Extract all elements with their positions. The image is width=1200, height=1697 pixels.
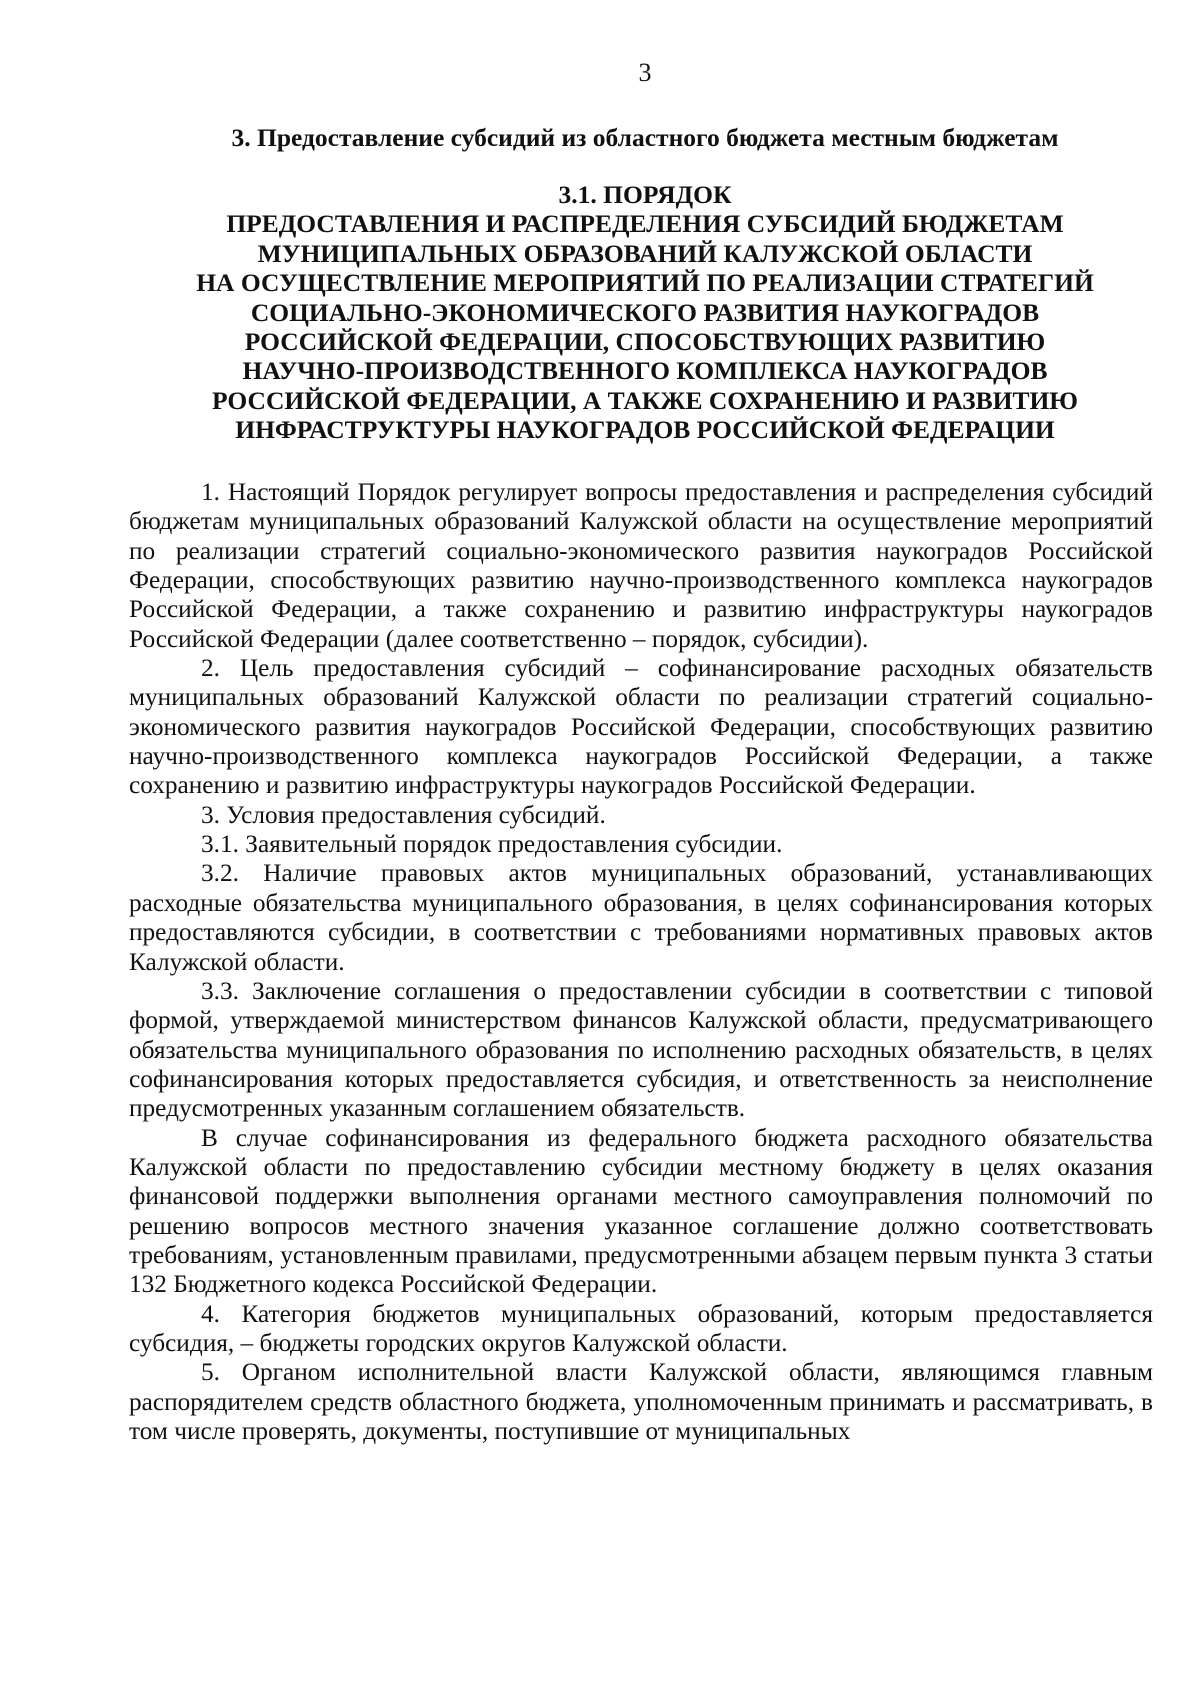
subsection-title-line: СОЦИАЛЬНО-ЭКОНОМИЧЕСКОГО РАЗВИТИЯ НАУКОГРАДОВ bbox=[250, 297, 1040, 327]
paragraph-2: 2. Цель предоставления субсидий – софинансирование расходных обязательств муниципальных образований Калужской области по реализации стратегий социально-экономического развития наукоградов Российской Федерации, способствующих развитию научно-производственного комплекса наукоградов Российской Федерации, а также сохранению и развитию инфраструктуры наукоградов Российской Федерации. bbox=[129, 654, 1153, 800]
paragraph-5: 5. Органом исполнительной власти Калужской области, являющимся главным распорядителем средств областного бюджета, уполномоченным принимать и рассматривать, в том числе проверять, документы, поступившие от муниципальных bbox=[129, 1358, 1153, 1445]
subsection-title-line: РОССИЙСКОЙ ФЕДЕРАЦИИ, А ТАКЖЕ СОХРАНЕНИЮ И РАЗВИТИЮ bbox=[211, 385, 1079, 415]
paragraph-3: 3. Условия предоставления субсидий. bbox=[201, 800, 606, 829]
paragraph-1: 1. Настоящий Порядок регулирует вопросы предоставления и распределения субсидий бюджетам муниципальных образований Калужской области на осуществление мероприятий по реализации стратегий социально-экономического развития наукоградов Российской Федерации, способствующих развитию научно-производственного комплекса наукоградов Российской Федерации, а также сохранению и развитию инфраструктуры наукоградов Российской Федерации (далее соответственно – порядок, субсидии). bbox=[129, 478, 1153, 653]
page-number: 3 bbox=[638, 58, 652, 87]
paragraph-3-2: 3.2. Наличие правовых актов муниципальных образований, устанавливающих расходные обязательства муниципального образования, в целях софинансирования которых предоставляются субсидии, в соответствии с требованиями нормативных правовых актов Калужской области. bbox=[129, 859, 1153, 976]
subsection-title-line: ПРЕДОСТАВЛЕНИЯ И РАСПРЕДЕЛЕНИЯ СУБСИДИЙ БЮДЖЕТАМ bbox=[226, 209, 1064, 239]
subsection-title-line: МУНИЦИПАЛЬНЫХ ОБРАЗОВАНИЙ КАЛУЖСКОЙ ОБЛАСТИ bbox=[257, 238, 1033, 268]
paragraph-cofinancing: В случае софинансирования из федерального бюджета расходного обязательства Калужской области по предоставлению субсидии местному бюджету в целях оказания финансовой поддержки выполнения органами местного самоуправления полномочий по решению вопросов местного значения указанное соглашение должно соответствовать требованиям, установленным правилами, предусмотренными абзацем первым пункта 3 статьи 132 Бюджетного кодекса Российской Федерации. bbox=[129, 1123, 1153, 1299]
paragraph-3-3: 3.3. Заключение соглашения о предоставлении субсидии в соответствии с типовой формой, утверждаемой министерством финансов Калужской области, предусматривающего обязательства муниципального образования по исполнению расходных обязательств, в целях софинансирования которых предоставляется субсидия, и ответственность за неисполнение предусмотренных указанным соглашением обязательств. bbox=[129, 976, 1153, 1123]
subsection-title-line: ИНФРАСТРУКТУРЫ НАУКОГРАДОВ РОССИЙСКОЙ ФЕДЕРАЦИИ bbox=[235, 415, 1055, 445]
paragraph-4: 4. Категория бюджетов муниципальных образований, которым предоставляется субсидия, – бюджеты городских округов Калужской области. bbox=[129, 1299, 1153, 1357]
paragraph-3-1: 3.1. Заявительный порядок предоставления субсидии. bbox=[201, 830, 783, 859]
section-title: 3. Предоставление субсидий из областного бюджета местным бюджетам bbox=[231, 123, 1059, 152]
subsection-title-line: РОССИЙСКОЙ ФЕДЕРАЦИИ, СПОСОБСТВУЮЩИХ РАЗВИТИЮ bbox=[244, 327, 1046, 357]
subsection-title-line: НА ОСУЩЕСТВЛЕНИЕ МЕРОПРИЯТИЙ ПО РЕАЛИЗАЦИИ СТРАТЕГИЙ bbox=[196, 268, 1094, 298]
subsection-title bbox=[140, 180, 1150, 445]
subsection-title-line: 3.1. ПОРЯДОК bbox=[558, 180, 732, 209]
subsection-title-line: НАУЧНО-ПРОИЗВОДСТВЕННОГО КОМПЛЕКСА НАУКОГРАДОВ bbox=[242, 356, 1048, 386]
document-body bbox=[129, 478, 1153, 1446]
